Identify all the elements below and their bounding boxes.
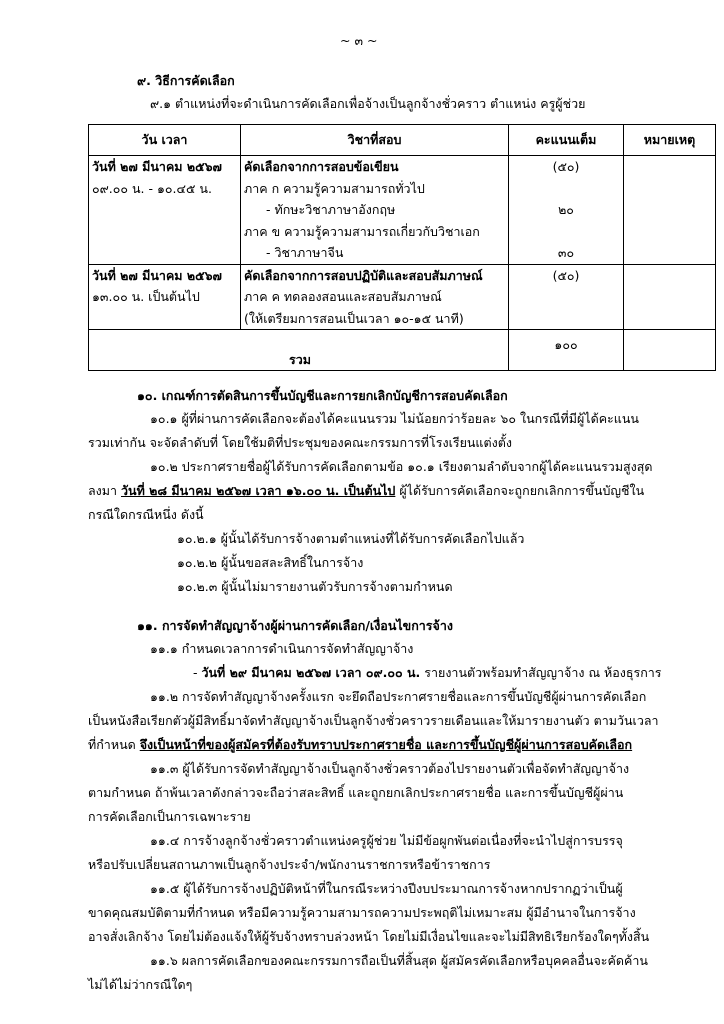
row2-subject-line: (ให้เตรียมการสอนเป็นเวลา ๑๐-๑๕ นาที) — [244, 310, 464, 326]
applicant-duty-text: จึงเป็นหน้าที่ของผู้สมัครที่ต้องรับทราบประกาศรายชื่อ และการขึ้นบัญชีผู้ผ่านการสอบคัดเลือก — [139, 737, 633, 752]
section-11-6-line: ไม่ได้ไม่ว่ากรณีใดๆ — [88, 977, 193, 992]
header-subject: วิชาที่สอบ — [241, 125, 509, 156]
list-item: ๑๐.๒.๓ ผู้นั้นไม่มารายงานตัวรับการจ้างตามกำหนด — [177, 579, 453, 594]
row2-remark-cell — [624, 264, 716, 330]
row2-score: (๕๐) — [552, 267, 580, 283]
row1-score — [512, 178, 620, 200]
list-item: ๑๐.๒.๒ ผู้นั้นขอสละสิทธิ์ในการจ้าง — [177, 555, 364, 570]
section-11-3-line: การคัดเลือกเป็นการเฉพาะราย — [88, 809, 251, 824]
row2-datetime-cell — [89, 264, 241, 330]
total-score: ๑๐๐ — [554, 337, 578, 352]
section-10-2-line: กรณีใดกรณีหนึ่ง ดังนี้ — [88, 507, 204, 522]
section-11-3-line: ๑๑.๓ ผู้ได้รับการจัดทำสัญญาจ้างเป็นลูกจ้างชั่วคราวต้องไปรายงานตัวเพื่อจัดทำสัญญาจ้าง — [150, 761, 630, 776]
section-11-1-line: ๑๑.๑ กำหนดเวลาการดำเนินการจัดทำสัญญาจ้าง — [150, 641, 414, 656]
row1-subject-line: ภาค ก ความรู้ความสามารถทั่วไป — [244, 180, 425, 196]
section-11-2-line — [88, 739, 632, 752]
section-11-5-line: ขาดคุณสมบัติตามที่กำหนด หรือมีความรู้ความสามารถความประพฤติไม่เหมาะสม ผู้มีอำนาจในการจ้าง — [88, 905, 636, 920]
table-total-row — [89, 330, 716, 371]
section-11-4-line: หรือปรับเปลี่ยนสถานภาพเป็นลูกจ้างประจำ/พนักงานราชการหรือข้าราชการ — [88, 857, 491, 872]
header-remark: หมายเหตุ — [624, 125, 716, 156]
section-10-2-line — [88, 485, 644, 498]
section-11-2-line: เป็นหนังสือเรียกตัวผู้มีสิทธิ์มาจัดทำสัญญาจ้างเป็นลูกจ้างชั่วคราวรายเดือนและให้มารายงานตัว ตามวันเวลา — [88, 713, 659, 728]
section-10-1-line: รวมเท่ากัน จะจัดลำดับที่ โดยใช้มติที่ประชุมของคณะกรรมการที่โรงเรียนแต่งตั้ง — [88, 435, 512, 450]
announce-date-text: วันที่ ๒๘ มีนาคม ๒๕๖๗ เวลา ๑๖.๐๐ น. เป็นต้นไป — [121, 483, 396, 498]
section-11-3-line: ตามกำหนด ถ้าพ้นเวลาดังกล่าวจะถือว่าสละสิทธิ์ และถูกยกเลิกประกาศรายชื่อ และการขึ้นบัญชีผู้ผ่าน — [88, 785, 624, 800]
row1-score: ๒๐ — [558, 202, 574, 217]
section-10-2-line: ๑๐.๒ ประกาศรายชื่อผู้ได้รับการคัดเลือกตามข้อ ๑๐.๑ เรียงตามลำดับจากผู้ได้คะแนนรวมสูงสุด — [150, 459, 653, 474]
row1-datetime-cell — [89, 156, 241, 265]
row1-remark-cell — [624, 156, 716, 265]
section-11-heading: ๑๑. การจัดทำสัญญาจ้างผู้ผ่านการคัดเลือก/เงื่อนไขการจ้าง — [137, 618, 453, 633]
row1-date: วันที่ ๒๗ มีนาคม ๒๕๖๗ — [92, 159, 222, 174]
section-11-2-line: ๑๑.๒ การจัดทำสัญญาจ้างครั้งแรก จะยึดถือประกาศรายชื่อและการขึ้นบัญชีผู้ผ่านการคัดเลือก — [150, 689, 647, 704]
row1-subject-line: ภาค ข ความรู้ความสามารถเกี่ยวกับวิชาเอก — [244, 223, 480, 239]
page-number: ~ ๓ ~ — [340, 33, 378, 48]
total-remark-cell — [624, 330, 716, 371]
text-fragment: ลงมา — [88, 483, 121, 498]
total-label-cell — [89, 330, 509, 371]
row1-score-cell — [509, 156, 624, 265]
text-fragment: - — [193, 665, 202, 680]
section-11-4-line: ๑๑.๔ การจ้างลูกจ้างชั่วคราวตำแหน่งครูผู้ช่วย ไม่มีข้อผูกพันต่อเนื่องที่จะนำไปสู่การบรรจุ — [150, 833, 623, 848]
row1-subject-title: คัดเลือกจากการสอบข้อเขียน — [244, 159, 399, 174]
text-fragment: รายงานตัวพร้อมทำสัญญาจ้าง ณ ห้องธุรการ — [420, 665, 662, 680]
row1-score: (๕๐) — [552, 159, 580, 174]
header-full-score: คะแนนเต็ม — [509, 125, 624, 156]
row1-time: ๐๙.๐๐ น. - ๑๐.๔๕ น. — [92, 180, 212, 196]
total-score-cell — [509, 330, 624, 371]
text-fragment: ที่กำหนด — [88, 737, 140, 752]
row1-subject-line: - ทักษะวิชาภาษาอังกฤษ — [266, 202, 396, 217]
exam-schedule-table — [88, 124, 716, 371]
section-11-5-line: อาจสั่งเลิกจ้าง โดยไม่ต้องแจ้งให้ผู้รับจ้างทราบล่วงหน้า โดยไม่มีเงื่อนไขและจะไม่มีสิทธิเรียกร้องใดๆทั้งสิ้น — [88, 929, 650, 944]
text-fragment: ผู้ได้รับการคัดเลือกจะถูกยกเลิกการขึ้นบัญชีใน — [395, 483, 645, 498]
row1-score: ๓๐ — [557, 245, 575, 260]
table-row — [89, 264, 716, 330]
header-date-time: วัน เวลา — [89, 125, 241, 156]
row2-subject-cell — [241, 264, 509, 330]
contract-date-text: วันที่ ๒๙ มีนาคม ๒๕๖๗ เวลา ๐๙.๐๐ น. — [201, 665, 421, 680]
section-11-1-line — [193, 667, 662, 680]
section-11-6-line: ๑๑.๖ ผลการคัดเลือกของคณะกรรมการถือเป็นที่สิ้นสุด ผู้สมัครคัดเลือกหรือบุคคลอื่นจะคัดค้าน — [150, 953, 648, 968]
row2-subject-line: ภาค ค ทดลองสอนและสอบสัมภาษณ์ — [244, 289, 442, 304]
row2-time: ๑๓.๐๐ น. เป็นต้นไป — [92, 289, 200, 304]
section-9-heading: ๙. วิธีการคัดเลือก — [137, 73, 235, 88]
section-10-heading: ๑๐. เกณฑ์การตัดสินการขึ้นบัญชีและการยกเลิกบัญชีการสอบคัดเลือก — [137, 388, 508, 403]
row1-subject-line: - วิชาภาษาจีน — [266, 245, 344, 260]
row1-score — [512, 221, 620, 243]
row2-score-cell — [509, 264, 624, 330]
row2-subject-title: คัดเลือกจากการสอบปฏิบัติและสอบสัมภาษณ์ — [244, 267, 483, 283]
table-header-row — [89, 125, 716, 156]
table-row — [89, 156, 716, 265]
row1-subject-cell — [241, 156, 509, 265]
list-item: ๑๐.๒.๑ ผู้นั้นได้รับการจ้างตามตำแหน่งที่ได้รับการคัดเลือกไปแล้ว — [177, 531, 525, 546]
total-label: รวม — [289, 352, 311, 367]
row2-date: วันที่ ๒๗ มีนาคม ๒๕๖๗ — [92, 267, 222, 283]
section-10-1-line: ๑๐.๑ ผู้ที่ผ่านการคัดเลือกจะต้องได้คะแนนรวม ไม่น้อยกว่าร้อยละ ๖๐ ในกรณีที่มีผู้ได้คะแนน — [150, 411, 639, 426]
section-9-1-text: ๙.๑ ตำแหน่งที่จะดำเนินการคัดเลือกเพื่อจ้างเป็นลูกจ้างชั่วคราว ตำแหน่ง ครูผู้ช่วย — [150, 96, 586, 111]
section-11-5-line: ๑๑.๕ ผู้ได้รับการจ้างปฏิบัติหน้าที่ในกรณีระหว่างปีงบประมาณการจ้างหากปรากฏว่าเป็นผู้ — [150, 881, 623, 896]
